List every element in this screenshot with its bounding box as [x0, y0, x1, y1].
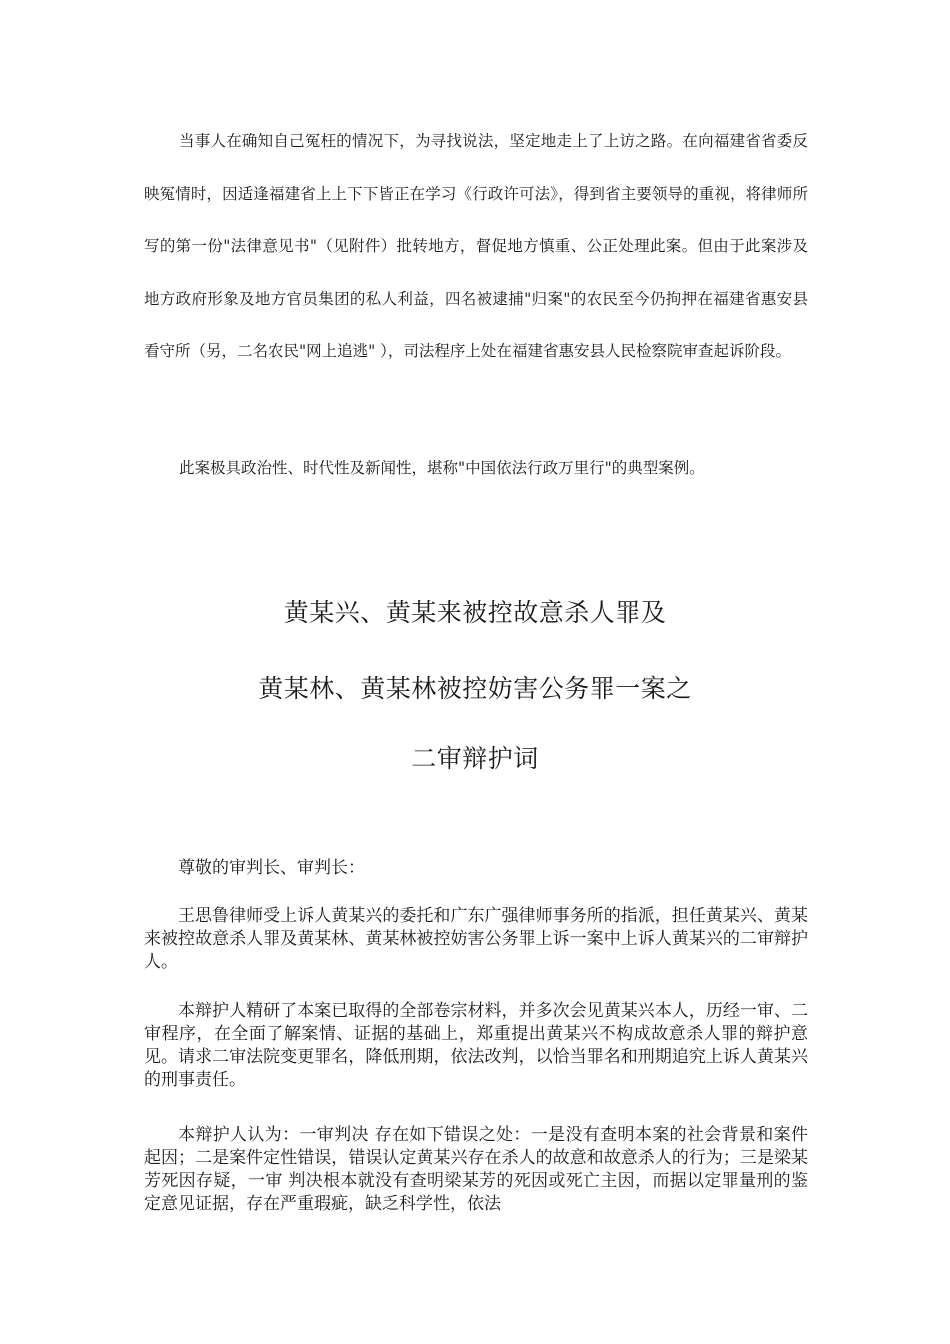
- document-title-line: 二审辩护词: [411, 744, 539, 773]
- intro-paragraph: 此案极具政治性、时代性及新闻性，堪称"中国依法行政万里行"的典型案例。: [179, 459, 705, 477]
- intro-paragraph: 当事人在确知自己冤枉的情况下，为寻找说法，坚定地走上了上访之路。在向福建省省委反映冤情时，因适逢福建省上上下下皆正在学习《行政许可法》，得到省主要领导的重视，将律师所写的第一份"法律意见书"（见附件）批转地方，督促地方慎重、公正处理此案。但由于此案涉及地方政府形象及地方官员集团的私人利益，四名被逮捕"归案"的农民至今仍拘押在福建省惠安县看守所（另，二名农民"网上追逃" ），司法程序上处在福建省惠安县人民检察院审查起诉阶段。: [144, 132, 808, 360]
- document-title-line: 黄某林、黄某林被控妨害公务罪一案之: [258, 674, 692, 703]
- body-paragraph: 王思鲁律师受上诉人黄某兴的委托和广东广强律师事务所的指派，担任黄某兴、黄某来被控故意杀人罪及黄某林、黄某林被控妨害公务罪上诉一案中上诉人黄某兴的二审辩护人。: [144, 906, 808, 972]
- document-title-line: 黄某兴、黄某来被控故意杀人罪及: [283, 598, 667, 627]
- body-paragraph: 本辩护人精研了本案已取得的全部卷宗材料，并多次会见黄某兴本人，历经一审、二审程序，在全面了解案情、证据的基础上，郑重提出黄某兴不构成故意杀人罪的辩护意见。请求二审法院变更罪名，降低刑期，依法改判，以恰当罪名和刑期追究上诉人黄某兴的刑事责任。: [144, 1001, 808, 1090]
- salutation: 尊敬的审判长、审判长：: [178, 858, 365, 878]
- body-paragraph: 本辩护人认为：一审判决 存在如下错误之处：一是没有查明本案的社会背景和案件起因；二是案件定性错误，错误认定黄某兴存在杀人的故意和故意杀人的行为；三是梁某芳死因存疑，一审 判决根本就没有查明梁某芳的死因或死亡主因，而据以定罪量刑的鉴定意见证据，存在严重瑕疵，缺乏科学性，依法: [144, 1125, 808, 1214]
